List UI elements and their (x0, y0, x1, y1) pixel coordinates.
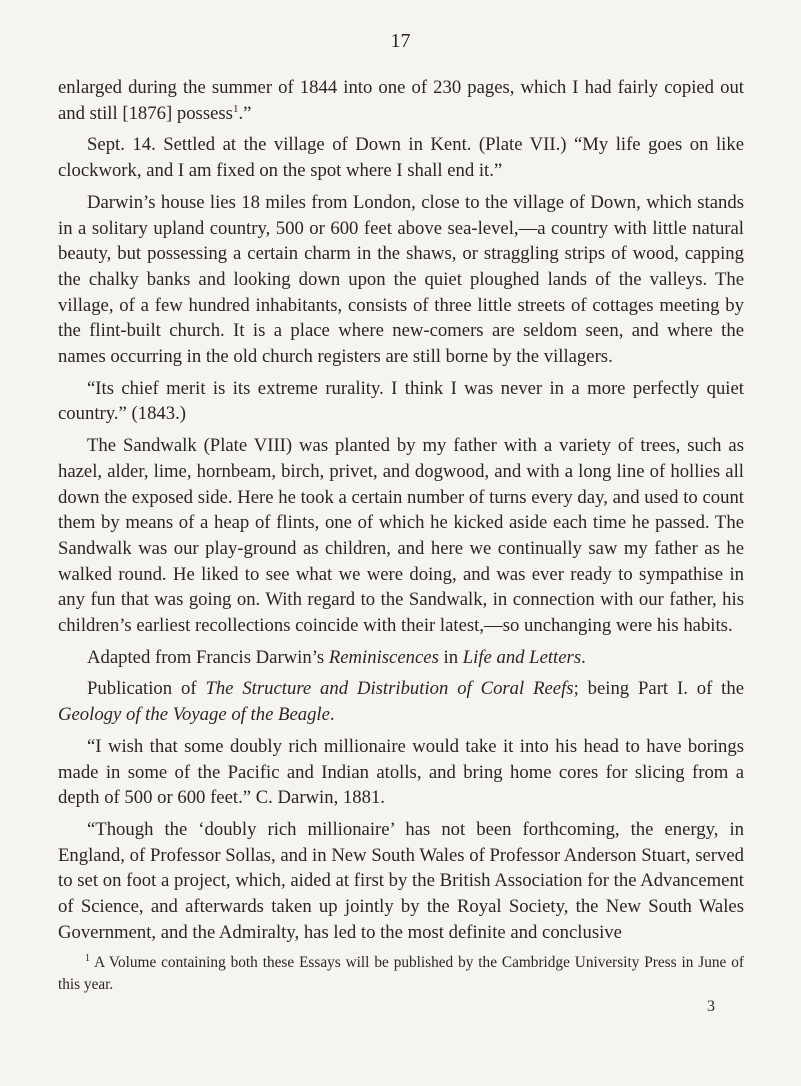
signature-mark: 3 (707, 998, 715, 1015)
book-title: Reminiscences (328, 646, 439, 668)
quotation: “Its chief merit is its extreme rurality. I think I was never in a more perfectly quiet country.” (1843.) (58, 377, 744, 425)
paragraph: The Sandwalk (Plate VIII) was planted by my father with a variety of trees, such as hazel, alder, lime, hornbeam, birch, privet, and dogwood, and with a long line of hollies all down the exposed side. Here he took a certain number of turns every day, and used to count them by means of a heap of flints, one of which he kicked aside each time he passed. The Sandwalk was our play-ground as children, and here we continually saw my father as he walked round. He liked to see what we were doing, and was ever ready to sympathise in any fun that was going on. With regard to the Sandwalk, in connection with our father, his children’s earliest recollections coincide with their latest,—so unchanging were his habits. (58, 435, 744, 637)
body-text (58, 75, 744, 946)
quotation: “I wish that some doubly rich millionaire would take it into his head to have borings made in some of the Pacific and Indian atolls, and bring home cores for slicing from a depth of 500 or 600 feet.” C. Darwin, 1881. (58, 735, 744, 809)
book-title: The Structure and Distribution of Coral Reefs (205, 678, 574, 700)
page-number: 17 (390, 30, 411, 52)
footnote (58, 952, 744, 996)
paragraph: Publication of The Structure and Distribution of Coral Reefs; being Part I. of the Geology of the Voyage of the Beagle. (58, 678, 744, 726)
footnote-reference[interactable]: 1 (232, 102, 239, 115)
quotation: “Though the ‘doubly rich millionaire’ has not been forthcoming, the energy, in England, of Professor Sollas, and in New South Wales of Professor Anderson Stuart, served to set on foot a project, which, aided at first by the British Association for the Advancement of Science, and afterwards taken up jointly by the Royal Society, the New South Wales Government, and the Admiralty, has led to the most definite and conclusive (58, 818, 744, 943)
paragraph: Darwin’s house lies 18 miles from London, close to the village of Down, which stands in a solitary upland country, 500 or 600 feet above sea-level,—a country with little natural beauty, but possessing a certain charm in the shaws, or straggling strips of wood, capping the chalky banks and looking down upon the quiet ploughed lands of the valleys. The village, of a few hundred inhabitants, consists of three little streets of cottages meeting by the flint-built church. It is a place where new-comers are seldom seen, and where the names occurring in the old church registers are still borne by the villagers. (58, 191, 744, 368)
footnote-text: A Volume containing both these Essays will be published by the Cambridge University Press in June of this year. (58, 954, 744, 993)
footnote-marker: 1 (85, 952, 90, 964)
source-attribution: Adapted from Francis Darwin’s Reminiscences in Life and Letters. (87, 646, 586, 668)
book-title: Geology of the Voyage of the Beagle (58, 704, 330, 726)
book-title: Life and Letters (462, 646, 582, 668)
paragraph: enlarged during the summer of 1844 into one of 230 pages, which I had fairly copied out and still [1876] possess$^1$.” (58, 77, 744, 124)
paragraph: Sept. 14. Settled at the village of Down in Kent. (Plate VII.) “My life goes on like clockwork, and I am fixed on the spot where I shall end it.” (58, 134, 744, 182)
